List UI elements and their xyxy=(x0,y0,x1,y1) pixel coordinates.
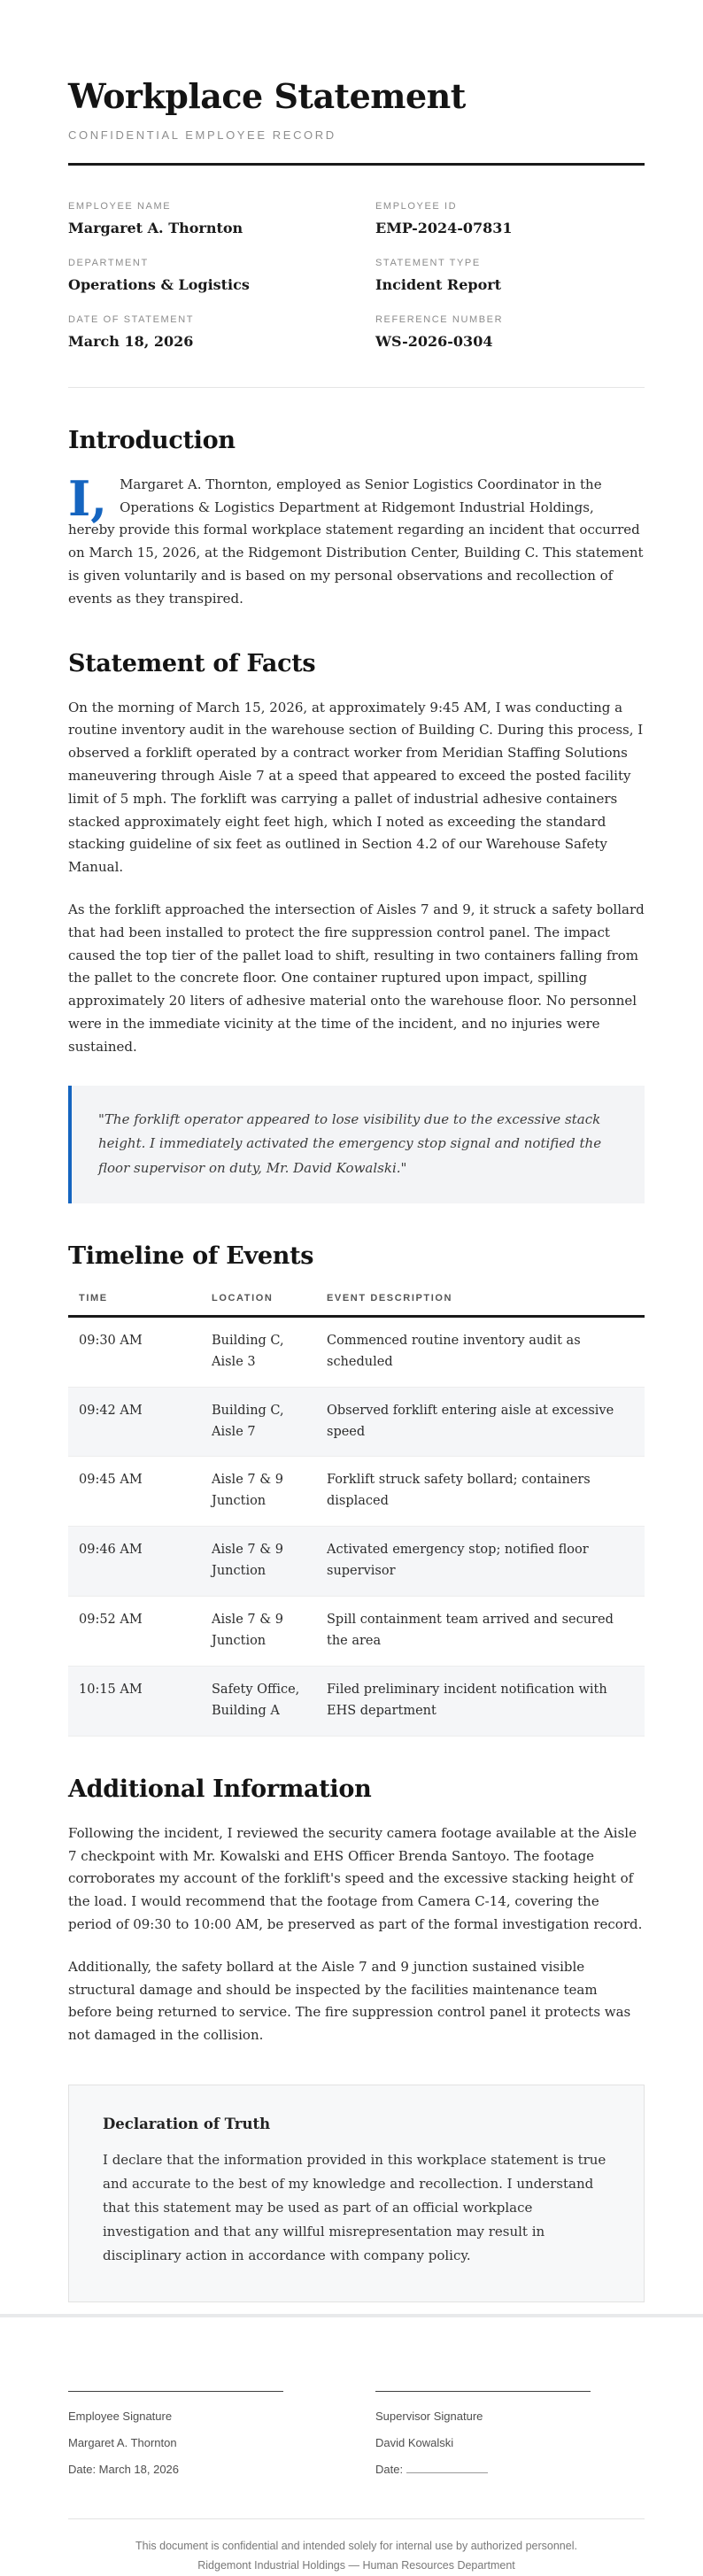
supervisor-signature-label: Supervisor Signature xyxy=(375,2410,483,2424)
meta-label: EMPLOYEE ID xyxy=(375,200,458,212)
supervisor-signature-block xyxy=(375,2391,645,2476)
table-row xyxy=(68,1667,645,1737)
declaration-text: I declare that the information provided in this workplace statement is true and accurate to the best of my knowledge and recollection. I understand that this statement may be used as part of an official workplace investigation and that any willful misrepresentation may result in disciplinary action in accordance with company policy. xyxy=(103,2152,606,2264)
introduction-heading: Introduction xyxy=(68,426,236,454)
column-header-location: LOCATION xyxy=(212,1286,327,1317)
supervisor-date-prefix: Date: xyxy=(375,2463,404,2477)
table-row xyxy=(68,1387,645,1457)
cell-description: Spill containment team arrived and secured the area xyxy=(327,1597,645,1667)
footer-confidentiality-note xyxy=(68,2537,645,2576)
timeline-table-header xyxy=(68,1286,645,1317)
cell-location: Building C, Aisle 3 xyxy=(212,1316,327,1387)
meta-date-of-statement xyxy=(68,314,375,350)
signature-section xyxy=(68,2391,645,2476)
meta-value: WS-2026-0304 xyxy=(375,332,493,350)
meta-department xyxy=(68,258,375,293)
column-header-event-description: EVENT DESCRIPTION xyxy=(327,1286,645,1317)
confidential-subtitle: CONFIDENTIAL EMPLOYEE RECORD xyxy=(68,128,336,142)
table-row xyxy=(68,1457,645,1527)
meta-value: Operations & Logistics xyxy=(68,275,250,293)
cell-location: Aisle 7 & 9 Junction xyxy=(212,1597,327,1667)
supervisor-signature-line xyxy=(375,2391,591,2392)
meta-label: DATE OF STATEMENT xyxy=(68,313,195,325)
timeline-table xyxy=(68,1286,645,1737)
additional-information-heading: Additional Information xyxy=(68,1775,372,1803)
footer-line-1: This document is confidential and intended solely for internal use by authorized personnel. xyxy=(135,2540,577,2553)
employee-signature-date: Date: March 18, 2026 xyxy=(68,2463,180,2477)
meta-label: DEPARTMENT xyxy=(68,257,149,268)
introduction-text: Margaret A. Thornton, employed as Senior Logistics Coordinator in the Operations & Logistics Department at Ridgemont Industrial Holdings, hereby provide this formal workplace statement regarding an incident that occurred on March 15, 2026, at the Ridgemont Distribution Center, Building C. This statement is given voluntarily and is based on my personal observations and recollection of events as they transpired. xyxy=(68,476,644,607)
employee-signature-line xyxy=(68,2391,283,2392)
table-row xyxy=(68,1597,645,1667)
section-divider xyxy=(68,387,645,388)
statement-of-facts-heading: Statement of Facts xyxy=(68,649,316,677)
meta-employee-name xyxy=(68,201,375,236)
table-row xyxy=(68,1527,645,1597)
footer-divider xyxy=(68,2518,645,2519)
facts-paragraph-2: As the forklift approached the intersection of Aisles 7 and 9, it struck a safety bollard that had been installed to protect the fire suppression control panel. The impact caused the top tier of the pallet load to shift, resulting in two containers falling from the pallet to the concrete floor. One container ruptured upon impact, spilling approximately 20 liters of adhesive material onto the warehouse floor. No personnel were in the immediate vicinity at the time of the incident, and no injuries were sustained. xyxy=(68,901,645,1055)
declaration-heading: Declaration of Truth xyxy=(103,2116,271,2133)
cell-description: Commenced routine inventory audit as scheduled xyxy=(327,1316,645,1387)
witness-quote: "The forklift operator appeared to lose visibility due to the excessive stack height. I immediately activated the emergency stop signal and notified the floor supervisor on duty, Mr. David Kowalski." xyxy=(68,1086,645,1203)
column-header-time: TIME xyxy=(68,1286,212,1317)
cell-description: Filed preliminary incident notification with EHS department xyxy=(327,1667,645,1737)
meta-reference-number xyxy=(375,314,645,350)
meta-label: EMPLOYEE NAME xyxy=(68,200,172,212)
table-row xyxy=(68,1316,645,1387)
cell-description: Forklift struck safety bollard; containers displaced xyxy=(327,1457,645,1527)
page-bottom-edge xyxy=(0,2314,703,2317)
dropcap-initial: I, xyxy=(68,469,108,527)
meta-value: Incident Report xyxy=(375,275,502,293)
employee-signature-label: Employee Signature xyxy=(68,2410,173,2424)
declaration-of-truth-box xyxy=(68,2085,645,2302)
additional-info-paragraph-2: Additionally, the safety bollard at the Aisle 7 and 9 junction sustained visible structural damage and should be inspected by the facilities maintenance team before being returned to service. The fire suppression control panel it protects was not damaged in the collision. xyxy=(68,1958,631,2044)
employee-meta-grid xyxy=(68,201,645,350)
employee-signature-name: Margaret A. Thornton xyxy=(68,2436,177,2450)
cell-time: 09:45 AM xyxy=(68,1457,212,1527)
cell-description: Activated emergency stop; notified floor supervisor xyxy=(327,1527,645,1597)
cell-time: 09:46 AM xyxy=(68,1527,212,1597)
meta-value: EMP-2024-07831 xyxy=(375,219,513,236)
meta-value: Margaret A. Thornton xyxy=(68,219,243,236)
meta-employee-id xyxy=(375,201,645,236)
cell-time: 09:52 AM xyxy=(68,1597,212,1667)
cell-location: Safety Office, Building A xyxy=(212,1667,327,1737)
supervisor-signature-date xyxy=(375,2463,645,2476)
facts-paragraph-1: On the morning of March 15, 2026, at approximately 9:45 AM, I was conducting a routine inventory audit in the warehouse section of Building C. During this process, I observed a forklift operated by a contract worker from Meridian Staffing Solutions maneuvering through Aisle 7 at a speed that appeared to exceed the posted facility limit of 5 mph. The forklift was carrying a pallet of industrial adhesive containers stacked approximately eight feet high, which I noted as exceeding the standard stacking guideline of six feet as outlined in Section 4.2 of our Warehouse Safety Manual. xyxy=(68,699,644,876)
additional-info-paragraph-1: Following the incident, I reviewed the security camera footage available at the Aisle 7 checkpoint with Mr. Kowalski and EHS Officer Brenda Santoyo. The footage corroborates my account of the forklift's speed and the excessive stacking height of the load. I would recommend that the footage from Camera C-14, covering the period of 09:30 to 10:00 AM, be preserved as part of the formal investigation record. xyxy=(68,1824,643,1933)
cell-location: Aisle 7 & 9 Junction xyxy=(212,1527,327,1597)
meta-label: STATEMENT TYPE xyxy=(375,257,481,268)
cell-time: 10:15 AM xyxy=(68,1667,212,1737)
cell-description: Observed forklift entering aisle at excessive speed xyxy=(327,1387,645,1457)
supervisor-signature-name: David Kowalski xyxy=(375,2436,454,2450)
timeline-heading: Timeline of Events xyxy=(68,1242,314,1270)
cell-time: 09:42 AM xyxy=(68,1387,212,1457)
page-title: Workplace Statement xyxy=(68,76,466,116)
cell-location: Building C, Aisle 7 xyxy=(212,1387,327,1457)
meta-value: March 18, 2026 xyxy=(68,332,194,350)
cell-location: Aisle 7 & 9 Junction xyxy=(212,1457,327,1527)
introduction-paragraph xyxy=(68,469,645,611)
supervisor-date-blank-line xyxy=(406,2463,488,2473)
employee-signature-block xyxy=(68,2391,375,2476)
meta-statement-type xyxy=(375,258,645,293)
header-divider xyxy=(68,163,645,166)
cell-time: 09:30 AM xyxy=(68,1316,212,1387)
footer-line-2: Ridgemont Industrial Holdings — Human Resources Department xyxy=(197,2558,515,2572)
meta-label: REFERENCE NUMBER xyxy=(375,313,504,325)
